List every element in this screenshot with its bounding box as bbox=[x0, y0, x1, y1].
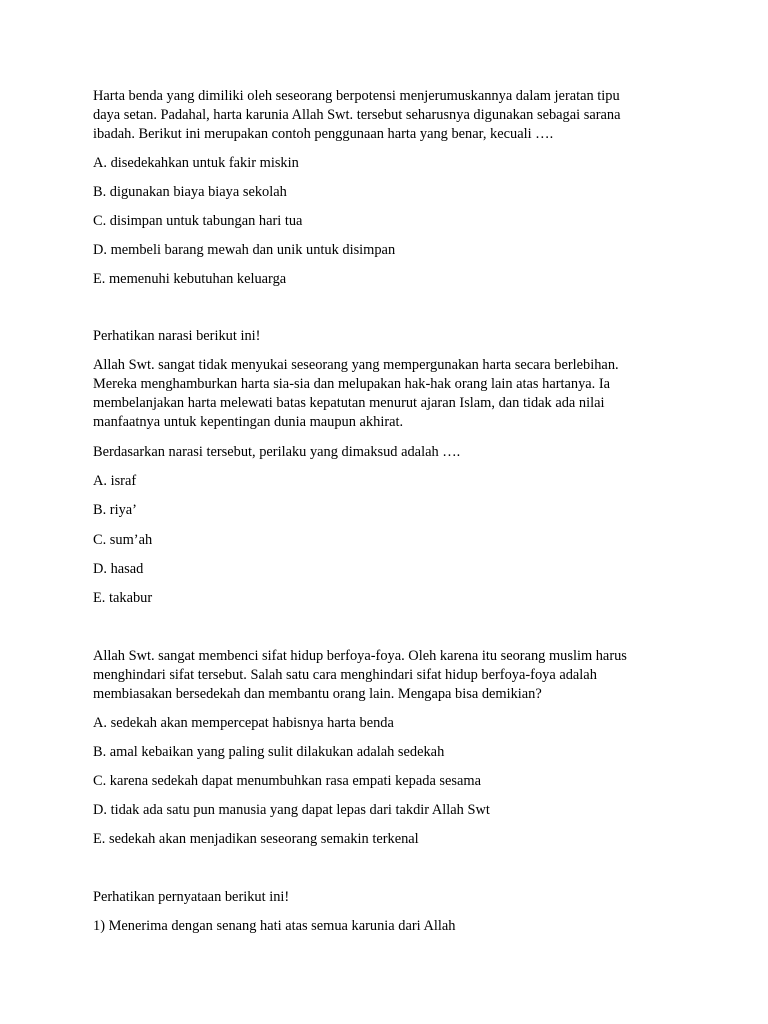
question-2-option-a: A. israf bbox=[93, 473, 137, 489]
question-2-option-d: D. hasad bbox=[93, 561, 144, 577]
question-3-option-b: B. amal kebaikan yang paling sulit dilakukan adalah sedekah bbox=[93, 744, 445, 760]
question-2-intro: Perhatikan narasi berikut ini! bbox=[93, 328, 261, 344]
question-1-stem-line-3: ibadah. Berikut ini merupakan contoh penggunaan harta yang benar, kecuali …. bbox=[93, 126, 554, 142]
question-3-stem-line-2: menghindari sifat tersebut. Salah satu cara menghindari sifat hidup berfoya-foya adalah bbox=[93, 667, 597, 683]
question-1-option-c: C. disimpan untuk tabungan hari tua bbox=[93, 213, 303, 229]
question-3-option-d: D. tidak ada satu pun manusia yang dapat lepas dari takdir Allah Swt bbox=[93, 802, 490, 818]
question-3-stem-line-1: Allah Swt. sangat membenci sifat hidup berfoya-foya. Oleh karena itu seorang muslim harus bbox=[93, 648, 627, 664]
question-1-stem-line-1: Harta benda yang dimiliki oleh seseorang berpotensi menjerumuskannya dalam jeratan tipu bbox=[93, 88, 620, 104]
question-3-stem-line-3: membiasakan bersedekah dan membantu orang lain. Mengapa bisa demikian? bbox=[93, 686, 542, 702]
question-1-option-d: D. membeli barang mewah dan unik untuk disimpan bbox=[93, 242, 396, 258]
question-2-option-c: C. sum’ah bbox=[93, 532, 153, 548]
question-3-option-a: A. sedekah akan mempercepat habisnya harta benda bbox=[93, 715, 394, 731]
question-3-option-c: C. karena sedekah dapat menumbuhkan rasa empati kepada sesama bbox=[93, 773, 481, 789]
question-2-narrative-line-1: Allah Swt. sangat tidak menyukai seseorang yang mempergunakan harta secara berlebihan. bbox=[93, 357, 619, 373]
question-2-narrative-line-4: manfaatnya untuk kepentingan dunia maupun akhirat. bbox=[93, 414, 404, 430]
question-2-narrative-line-3: membelanjakan harta melewati batas kepatutan menurut ajaran Islam, dan tidak ada nilai bbox=[93, 395, 605, 411]
question-1-stem-line-2: daya setan. Padahal, harta karunia Allah Swt. tersebut seharusnya digunakan sebagai sarana bbox=[93, 107, 621, 123]
question-2-narrative-line-2: Mereka menghamburkan harta sia-sia dan melupakan hak-hak orang lain atas hartanya. Ia bbox=[93, 376, 611, 392]
question-1-option-b: B. digunakan biaya biaya sekolah bbox=[93, 184, 287, 200]
question-1-option-e: E. memenuhi kebutuhan keluarga bbox=[93, 271, 287, 287]
question-1-option-a: A. disedekahkan untuk fakir miskin bbox=[93, 155, 299, 171]
question-2-option-e: E. takabur bbox=[93, 590, 153, 606]
question-2-option-b: B. riya’ bbox=[93, 502, 137, 518]
question-3-option-e: E. sedekah akan menjadikan seseorang semakin terkenal bbox=[93, 831, 419, 847]
question-2-prompt: Berdasarkan narasi tersebut, perilaku yang dimaksud adalah …. bbox=[93, 444, 461, 460]
question-4-statement-1: 1) Menerima dengan senang hati atas semua karunia dari Allah bbox=[93, 918, 456, 934]
question-4-intro: Perhatikan pernyataan berikut ini! bbox=[93, 889, 290, 905]
